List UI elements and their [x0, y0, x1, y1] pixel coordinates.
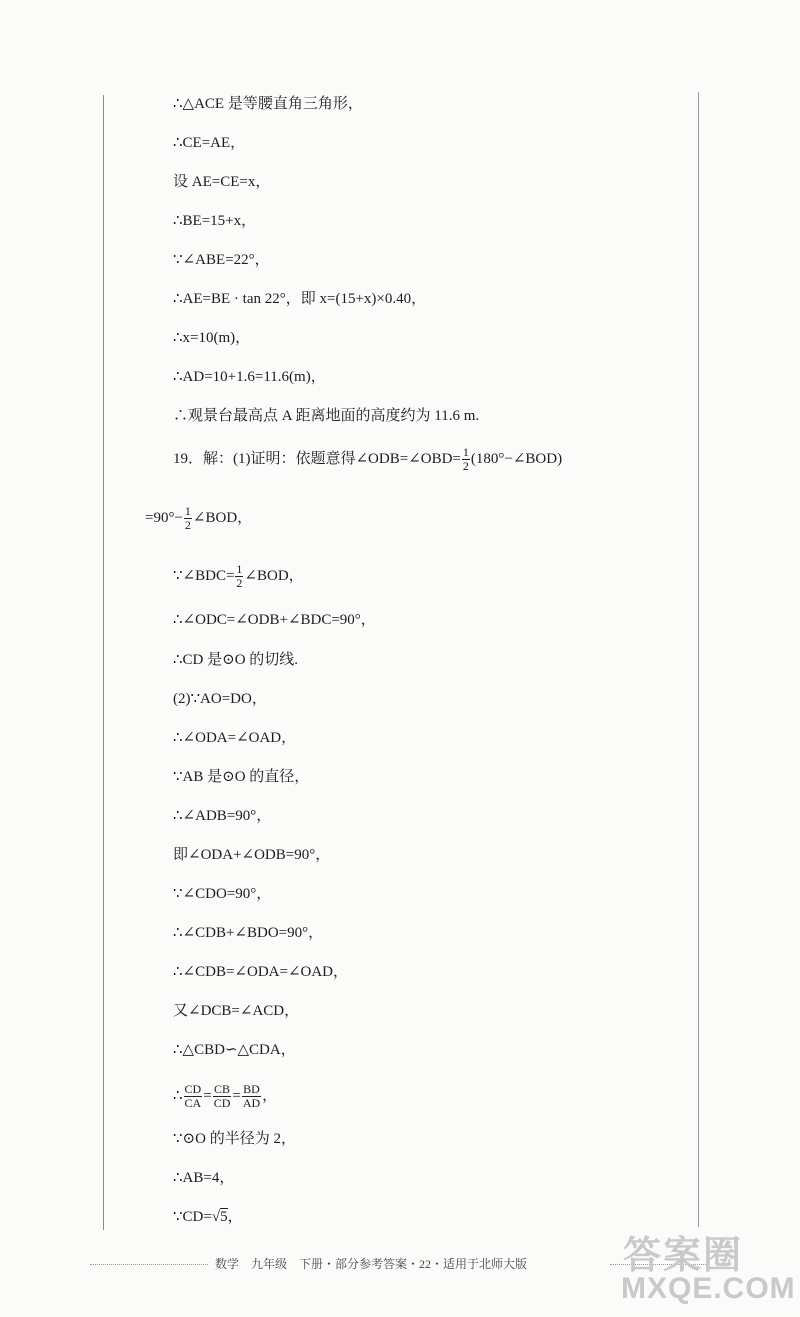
text-segment: ， [262, 1087, 278, 1104]
conclusion-line: ∴观景台最高点 A 距离地面的高度约为 11.6 m. [173, 408, 480, 424]
text-line: ∴∠CDB+∠BDO=90°， [173, 925, 324, 941]
text-segment: ∵CD= [173, 1209, 212, 1225]
fraction-numerator: BD [243, 1082, 260, 1096]
continuation-line [145, 505, 252, 532]
continuation-text-tail: ∠BOD， [192, 509, 253, 526]
text-line: ∴AE=BE · tan 22°，即 x=(15+x)×0.40， [173, 291, 427, 307]
equals-sign: = [203, 1087, 212, 1104]
part-2-line: (2)∵AO=DO， [173, 691, 267, 707]
fraction [184, 1083, 203, 1110]
sqrt-radicand: 5 [220, 1209, 228, 1225]
footer-text: 数学 九年级 下册・部分参考答案・22・适用于北师大版 [215, 1257, 528, 1271]
text-segment: ∠BOD， [244, 567, 304, 584]
continuation-text: =90°− [145, 509, 183, 526]
fraction-denominator: AD [242, 1096, 261, 1110]
text-line: ∵∠CDO=90°， [173, 886, 272, 902]
fraction-numerator: CD [184, 1082, 202, 1096]
text-line: ∴BE=15+x， [173, 213, 257, 229]
text-line: ∴∠CDB=∠ODA=∠OAD， [173, 964, 349, 980]
text-line [173, 1207, 243, 1227]
watermark-bottom-text: MXQE.COM [621, 1272, 796, 1305]
text-line: 即∠ODA+∠ODB=90°， [173, 847, 331, 863]
fraction-numerator: CB [214, 1082, 231, 1096]
ratio-line [173, 1083, 277, 1110]
fraction-denominator: CA [184, 1096, 202, 1110]
text-line: ∴CD 是⊙O 的切线. [173, 652, 299, 668]
text-line: ∴AD=10+1.6=11.6(m)， [173, 369, 326, 385]
text-line: ∵⊙O 的半径为 2， [173, 1131, 296, 1147]
text-line: ∴CE=AE， [173, 135, 246, 151]
fraction [235, 563, 243, 590]
sqrt-symbol: √ [211, 1209, 221, 1225]
watermark-logo [615, 1222, 800, 1317]
footer-dots-left [90, 1264, 208, 1265]
watermark-top-text: 答案圈 [623, 1235, 744, 1277]
text-line: ∴△CBD∽△CDA， [173, 1042, 296, 1058]
fraction-denominator: 2 [236, 576, 243, 590]
text-line: ∴AB=4， [173, 1170, 235, 1186]
text-segment: ， [227, 1209, 243, 1225]
text-line: ∴∠ODC=∠ODB+∠BDC=90°， [173, 612, 376, 628]
fraction-denominator: CD [213, 1096, 231, 1110]
fraction-numerator: 1 [184, 504, 191, 518]
text-line: 设 AE=CE=x， [173, 174, 271, 190]
text-segment: ∴ [173, 1087, 183, 1104]
fraction-denominator: 2 [184, 518, 191, 532]
problem-19-text-tail: (180°−∠BOD) [470, 450, 563, 467]
text-line: ∴∠ADB=90°， [173, 808, 272, 824]
fraction [462, 446, 470, 473]
text-segment: ∵∠BDC= [173, 567, 235, 584]
fraction [213, 1083, 232, 1110]
text-line: ∴△ACE 是等腰直角三角形， [173, 96, 363, 112]
problem-19-text: 19．解：(1)证明：依题意得∠ODB=∠OBD= [173, 450, 461, 467]
text-line: ∴x=10(m)， [173, 330, 251, 346]
left-margin-rule [103, 95, 104, 1230]
problem-19-line [173, 446, 562, 473]
fraction-denominator: 2 [462, 459, 469, 473]
text-line: ∴∠ODA=∠OAD， [173, 730, 297, 746]
equals-sign: = [232, 1087, 241, 1104]
text-line: 又∠DCB=∠ACD， [173, 1003, 300, 1019]
fraction [242, 1083, 261, 1110]
text-line: ∵∠ABE=22°， [173, 252, 270, 268]
fraction [184, 505, 192, 532]
fraction-numerator: 1 [236, 562, 243, 576]
text-line: ∵AB 是⊙O 的直径， [173, 769, 310, 785]
right-margin-rule [698, 92, 699, 1227]
fraction-numerator: 1 [462, 445, 469, 459]
text-line [173, 563, 304, 590]
